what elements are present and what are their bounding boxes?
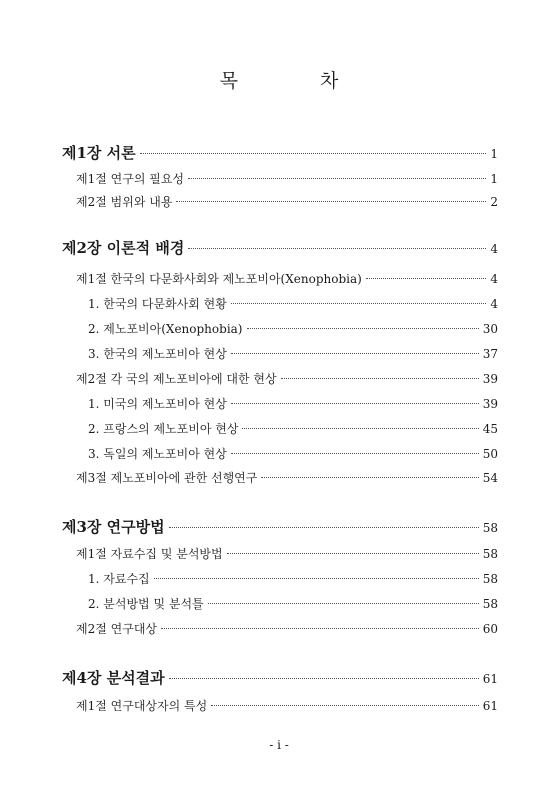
toc-entry-section[interactable] xyxy=(76,620,498,637)
toc-entry-page-number: 37 xyxy=(482,347,498,361)
toc-entry-page-number: 58 xyxy=(482,597,498,611)
toc-entry-label: 제4장 분석결과 xyxy=(62,669,165,687)
page-number-footer: - i - xyxy=(269,738,289,752)
toc-entry-item[interactable] xyxy=(88,595,498,612)
toc-entry-page-number: 50 xyxy=(482,447,498,461)
toc-entry-label: 제1절 한국의 다문화사회와 제노포비아(Xenophobia) xyxy=(76,272,362,286)
toc-entry-page-number: 58 xyxy=(482,547,498,561)
toc-entry-item[interactable] xyxy=(88,570,498,587)
toc-entry-item[interactable] xyxy=(88,395,498,412)
toc-entry-page-number: 45 xyxy=(482,422,498,436)
toc-entry-page-number: 1 xyxy=(490,147,498,161)
toc-entry-page-number: 39 xyxy=(482,397,498,411)
dot-leader xyxy=(188,248,486,249)
dot-leader xyxy=(231,453,479,454)
toc-entry-chapter[interactable] xyxy=(62,237,498,258)
toc-entry-page-number: 4 xyxy=(490,242,498,256)
dot-leader xyxy=(154,578,479,579)
dot-leader xyxy=(231,303,487,304)
toc-entry-label: 3. 한국의 제노포비아 현상 xyxy=(88,347,227,361)
dot-leader xyxy=(169,678,479,679)
dot-leader xyxy=(231,403,479,404)
toc-entry-item[interactable] xyxy=(88,420,498,437)
toc-entry-label: 2. 제노포비아(Xenophobia) xyxy=(88,322,243,336)
dot-leader xyxy=(261,477,478,478)
toc-entry-page-number: 4 xyxy=(490,297,498,311)
toc-entry-page-number: 54 xyxy=(482,471,498,485)
dot-leader xyxy=(231,353,479,354)
toc-entry-label: 제3장 연구방법 xyxy=(62,518,165,536)
toc-entry-page-number: 58 xyxy=(482,521,498,535)
toc-entry-label: 2. 프랑스의 제노포비아 현상 xyxy=(88,422,239,436)
toc-entry-label: 제2장 이론적 배경 xyxy=(62,239,185,257)
page-title: 목 차 xyxy=(219,70,377,92)
toc-entry-section[interactable] xyxy=(76,697,498,714)
toc-entry-label: 제1절 연구대상자의 특성 xyxy=(76,699,208,713)
toc-entry-item[interactable] xyxy=(88,445,498,462)
toc-entry-section[interactable] xyxy=(76,545,498,562)
toc-entry-page-number: 61 xyxy=(482,672,498,686)
toc-entry-item[interactable] xyxy=(88,345,498,362)
dot-leader xyxy=(140,153,487,154)
toc-entry-page-number: 2 xyxy=(490,195,498,209)
toc-entry-page-number: 1 xyxy=(490,172,498,186)
dot-leader xyxy=(169,527,479,528)
toc-entry-page-number: 39 xyxy=(482,372,498,386)
toc-entry-label: 1. 미국의 제노포비아 현상 xyxy=(88,397,227,411)
toc-entry-label: 제1절 연구의 필요성 xyxy=(76,172,185,186)
toc-entry-label: 2. 분석방법 및 분석틀 xyxy=(88,597,204,611)
toc-entry-section[interactable] xyxy=(76,270,498,287)
dot-leader xyxy=(188,178,486,179)
toc-entry-label: 제1절 자료수집 및 분석방법 xyxy=(76,547,223,561)
toc-entry-label: 제2절 범위와 내용 xyxy=(76,195,173,209)
toc-entry-chapter[interactable] xyxy=(62,516,498,537)
toc-entry-section[interactable] xyxy=(76,193,498,210)
dot-leader xyxy=(227,553,479,554)
toc-entry-label: 3. 독일의 제노포비아 현상 xyxy=(88,447,227,461)
toc-entry-page-number: 58 xyxy=(482,572,498,586)
toc-entry-label: 제2절 각 국의 제노포비아에 대한 현상 xyxy=(76,372,277,386)
dot-leader xyxy=(211,705,479,706)
dot-leader xyxy=(208,603,479,604)
toc-entry-page-number: 30 xyxy=(482,322,498,336)
toc-entry-section[interactable] xyxy=(76,469,498,486)
dot-leader xyxy=(247,328,479,329)
dot-leader xyxy=(281,378,479,379)
dot-leader xyxy=(161,628,479,629)
dot-leader xyxy=(242,428,478,429)
toc-entry-label: 제2절 연구대상 xyxy=(76,622,158,636)
dot-leader xyxy=(366,278,487,279)
toc-entry-chapter[interactable] xyxy=(62,667,498,688)
toc-entry-page-number: 60 xyxy=(482,622,498,636)
toc-entry-label: 제3절 제노포비아에 관한 선행연구 xyxy=(76,471,258,485)
toc-entry-section[interactable] xyxy=(76,170,498,187)
toc-entry-page-number: 61 xyxy=(482,699,498,713)
dot-leader xyxy=(176,201,486,202)
toc-entry-label: 제1장 서론 xyxy=(62,144,136,162)
toc-entry-item[interactable] xyxy=(88,295,498,312)
toc-entry-item[interactable] xyxy=(88,320,498,337)
toc-entry-section[interactable] xyxy=(76,370,498,387)
toc-entry-label: 1. 한국의 다문화사회 현황 xyxy=(88,297,227,311)
toc-entry-label: 1. 자료수집 xyxy=(88,572,150,586)
toc-entry-chapter[interactable] xyxy=(62,142,498,163)
toc-entry-page-number: 4 xyxy=(490,272,498,286)
